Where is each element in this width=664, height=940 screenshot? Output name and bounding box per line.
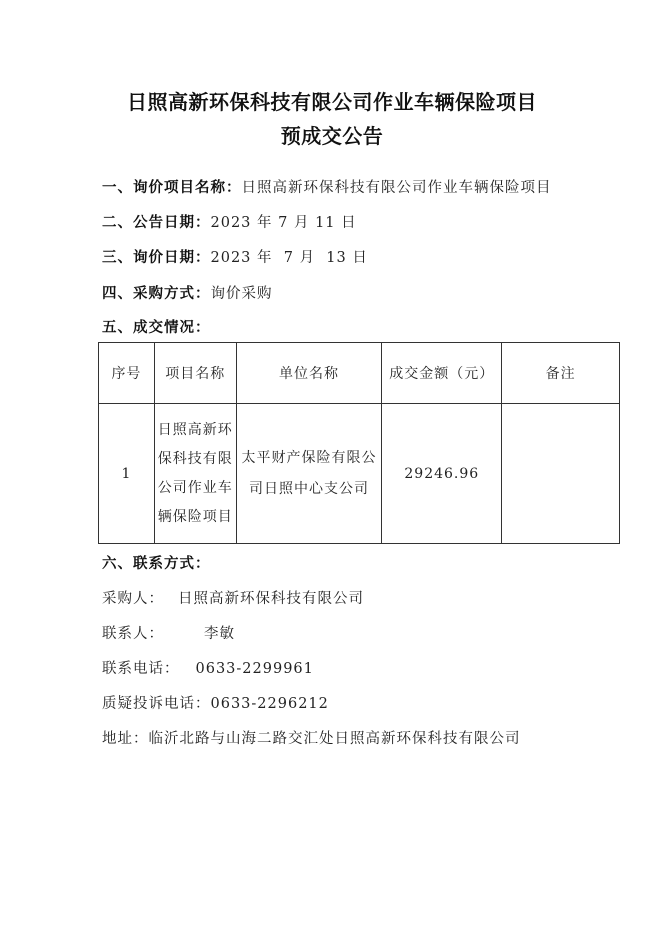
result-label: 五、成交情况： xyxy=(102,319,211,336)
notice-subtitle: 预成交公告 xyxy=(280,124,384,148)
cell-no: 1 xyxy=(99,404,155,544)
cell-unit-line: 司日照中心支公司 xyxy=(249,480,370,497)
notice-date-line xyxy=(102,211,357,232)
result-heading xyxy=(102,316,211,337)
cell-project xyxy=(154,404,236,544)
cell-project-line: 公司作业车 xyxy=(157,479,233,496)
table-header-row xyxy=(99,343,620,404)
cell-remark xyxy=(502,404,620,544)
header-unit: 单位名称 xyxy=(236,343,382,404)
cell-unit xyxy=(236,404,382,544)
notice-date-value: 2023 年 7 月 11 日 xyxy=(210,215,357,231)
cell-project-line: 辆保险项目 xyxy=(157,508,233,525)
notice-date-label: 二、公告日期： xyxy=(102,214,211,231)
project-name-line xyxy=(102,176,552,197)
cell-amount: 29246.96 xyxy=(382,404,502,544)
result-table xyxy=(98,342,620,544)
phone-line xyxy=(102,657,314,678)
contact-heading xyxy=(102,552,211,573)
buyer-label: 采购人： xyxy=(102,591,164,607)
cell-project-line: 日照高新环 xyxy=(157,421,233,438)
phone-value: 0633-2299961 xyxy=(195,661,314,677)
header-no: 序号 xyxy=(99,343,155,404)
complaint-phone-label: 质疑投诉电话： xyxy=(102,696,211,712)
header-amount: 成交金额（元） xyxy=(382,343,502,404)
inquiry-date-value: 2023 年 7 月 13 日 xyxy=(210,250,368,266)
inquiry-date-line xyxy=(102,246,368,267)
header-remark: 备注 xyxy=(502,343,620,404)
address-value: 临沂北路与山海二路交汇处日照高新环保科技有限公司 xyxy=(148,731,521,747)
address-line xyxy=(102,727,521,748)
address-label: 地址： xyxy=(102,731,149,747)
contact-person-label: 联系人： xyxy=(102,626,164,642)
header-project: 项目名称 xyxy=(154,343,236,404)
buyer-line xyxy=(102,587,364,608)
project-name-value: 日照高新环保科技有限公司作业车辆保险项目 xyxy=(241,180,552,196)
procurement-method-label: 四、采购方式： xyxy=(102,285,211,302)
contact-heading-label: 六、联系方式： xyxy=(102,555,211,572)
contact-person-value: 李敏 xyxy=(204,626,235,642)
project-name-label: 一、询价项目名称： xyxy=(102,179,242,196)
buyer-value: 日照高新环保科技有限公司 xyxy=(178,591,364,607)
complaint-phone-value: 0633-2296212 xyxy=(210,696,329,712)
procurement-method-value: 询价采购 xyxy=(210,286,273,302)
notice-title: 日照高新环保科技有限公司作业车辆保险项目 xyxy=(127,90,537,114)
table-row xyxy=(99,404,620,544)
inquiry-date-label: 三、询价日期： xyxy=(102,249,211,266)
phone-label: 联系电话： xyxy=(102,661,180,677)
contact-person-line xyxy=(102,622,235,643)
procurement-method-line xyxy=(102,282,273,303)
cell-project-line: 保科技有限 xyxy=(157,450,233,467)
complaint-phone-line xyxy=(102,692,329,713)
cell-unit-line: 太平财产保险有限公 xyxy=(241,449,377,466)
